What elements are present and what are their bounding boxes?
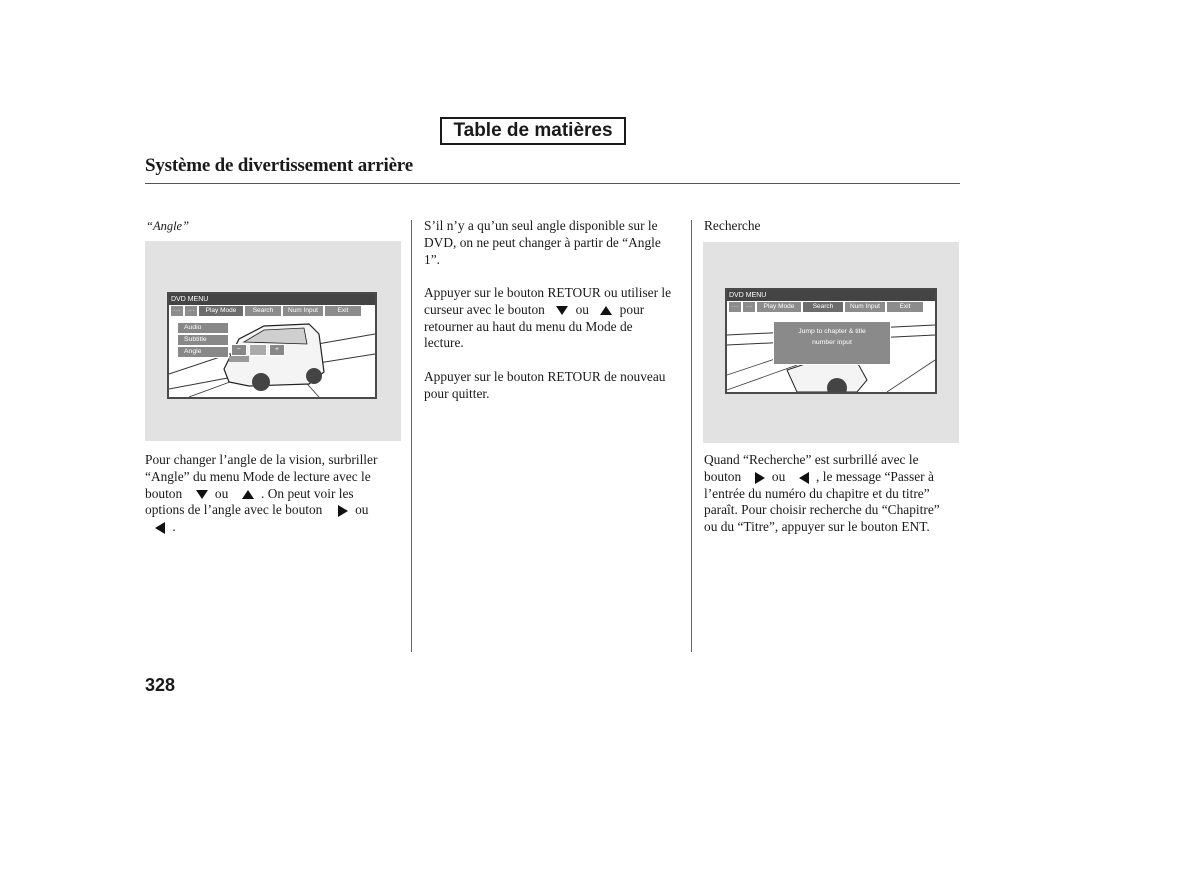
menu-button-more-1[interactable]: ··· xyxy=(171,306,183,316)
text-fragment: ou xyxy=(575,301,589,317)
dvd-screen-search xyxy=(725,288,937,394)
play-mode-submenu xyxy=(177,322,229,358)
down-arrow-icon xyxy=(556,306,568,315)
dvd-menu-title: DVD MENU xyxy=(727,290,935,301)
text-line: ou du “Titre”, appuyer sur le bouton ENT. xyxy=(704,519,930,535)
search-instructions xyxy=(704,452,960,536)
text-fragment: . On peut voir les xyxy=(261,485,354,501)
dvd-menu-title: DVD MENU xyxy=(169,294,375,305)
text-line: S’il n’y a qu’un seul angle disponible sur le xyxy=(424,218,658,233)
figure-angle xyxy=(145,241,401,441)
menu-button-num-input[interactable]: Num Input xyxy=(283,306,323,316)
down-arrow-icon xyxy=(196,490,208,499)
menu-button-play-mode[interactable]: Play Mode xyxy=(199,306,243,316)
column-divider-2 xyxy=(691,220,692,652)
left-arrow-icon xyxy=(155,522,165,534)
text-fragment: , le message “Passer à xyxy=(816,468,934,484)
menu-button-search[interactable]: Search xyxy=(245,306,281,316)
text-line xyxy=(145,502,407,519)
submenu-item-audio[interactable]: Audio xyxy=(177,322,229,334)
up-arrow-icon xyxy=(242,490,254,499)
text-line xyxy=(145,486,407,503)
dvd-menu-buttons xyxy=(729,302,933,312)
text-line xyxy=(145,519,407,536)
text-line: pour quitter. xyxy=(424,385,490,401)
text-fragment: . xyxy=(172,519,176,535)
text-line: retourner au haut du menu du Mode de xyxy=(424,318,633,334)
right-arrow-icon xyxy=(755,472,765,484)
text-line: “Angle” du menu Mode de lecture avec le xyxy=(145,468,371,484)
text-line: l’entrée du numéro du chapitre et du titre” xyxy=(704,485,930,501)
text-fragment: curseur avec le bouton xyxy=(424,301,545,317)
text-fragment: ou xyxy=(771,468,786,484)
text-line: DVD, on ne peut changer à partir de “Angle xyxy=(424,234,661,250)
menu-button-exit[interactable]: Exit xyxy=(887,302,923,312)
text-line: Appuyer sur le bouton RETOUR ou utiliser le xyxy=(424,285,672,300)
angle-plus-button[interactable]: + xyxy=(269,344,285,356)
quit-instructions xyxy=(424,369,686,403)
message-line: number input xyxy=(812,339,852,346)
left-arrow-icon xyxy=(799,472,809,484)
text-line: 1”. xyxy=(424,251,440,267)
menu-button-more-2[interactable]: ··· xyxy=(743,302,755,312)
angle-value xyxy=(249,344,267,356)
text-line xyxy=(424,302,686,319)
text-line: Appuyer sur le bouton RETOUR de nouveau xyxy=(424,369,666,384)
menu-button-more-2[interactable]: ··· xyxy=(185,306,197,316)
column-divider-1 xyxy=(411,220,412,652)
menu-button-num-input[interactable]: Num Input xyxy=(845,302,885,312)
up-arrow-icon xyxy=(600,306,612,315)
text-line: lecture. xyxy=(424,335,464,351)
figure-search xyxy=(703,242,959,443)
text-fragment: ou xyxy=(355,502,369,518)
dvd-screen-angle xyxy=(167,292,377,399)
text-line: Quand “Recherche” est surbrillé avec le xyxy=(704,452,919,467)
menu-button-exit[interactable]: Exit xyxy=(325,306,361,316)
right-arrow-icon xyxy=(338,505,348,517)
table-of-contents-link[interactable]: Table de matières xyxy=(440,117,626,145)
return-instructions xyxy=(424,285,686,352)
text-line: Pour changer l’angle de la vision, surbriller xyxy=(145,452,378,467)
text-fragment: ou xyxy=(214,485,229,501)
search-message-box xyxy=(773,321,891,365)
angle-note xyxy=(424,218,686,268)
menu-button-search[interactable]: Search xyxy=(803,302,843,312)
figure-caption-angle: “Angle” xyxy=(146,219,190,233)
menu-button-more-1[interactable]: ··· xyxy=(729,302,741,312)
text-fragment: pour xyxy=(619,301,645,317)
angle-adjuster xyxy=(231,344,285,356)
submenu-item-angle[interactable]: Angle xyxy=(177,346,229,358)
text-line: paraît. Pour choisir recherche du “Chapitre” xyxy=(704,502,940,518)
angle-minus-button[interactable]: − xyxy=(231,344,247,356)
text-fragment: bouton xyxy=(704,468,742,484)
message-line: Jump to chapter & title xyxy=(798,328,866,335)
search-heading: Recherche xyxy=(704,218,761,233)
submenu-item-subtitle[interactable]: Subtitle xyxy=(177,334,229,346)
page-number: 328 xyxy=(145,675,176,695)
text-line xyxy=(704,469,960,486)
text-fragment: options de l’angle avec le bouton xyxy=(145,502,323,518)
menu-button-play-mode[interactable]: Play Mode xyxy=(757,302,801,312)
angle-instructions xyxy=(145,452,407,536)
dvd-menu-buttons xyxy=(171,306,373,316)
header-rule xyxy=(145,183,960,184)
section-title: Système de divertissement arrière xyxy=(145,155,413,176)
text-fragment: bouton xyxy=(145,485,183,501)
